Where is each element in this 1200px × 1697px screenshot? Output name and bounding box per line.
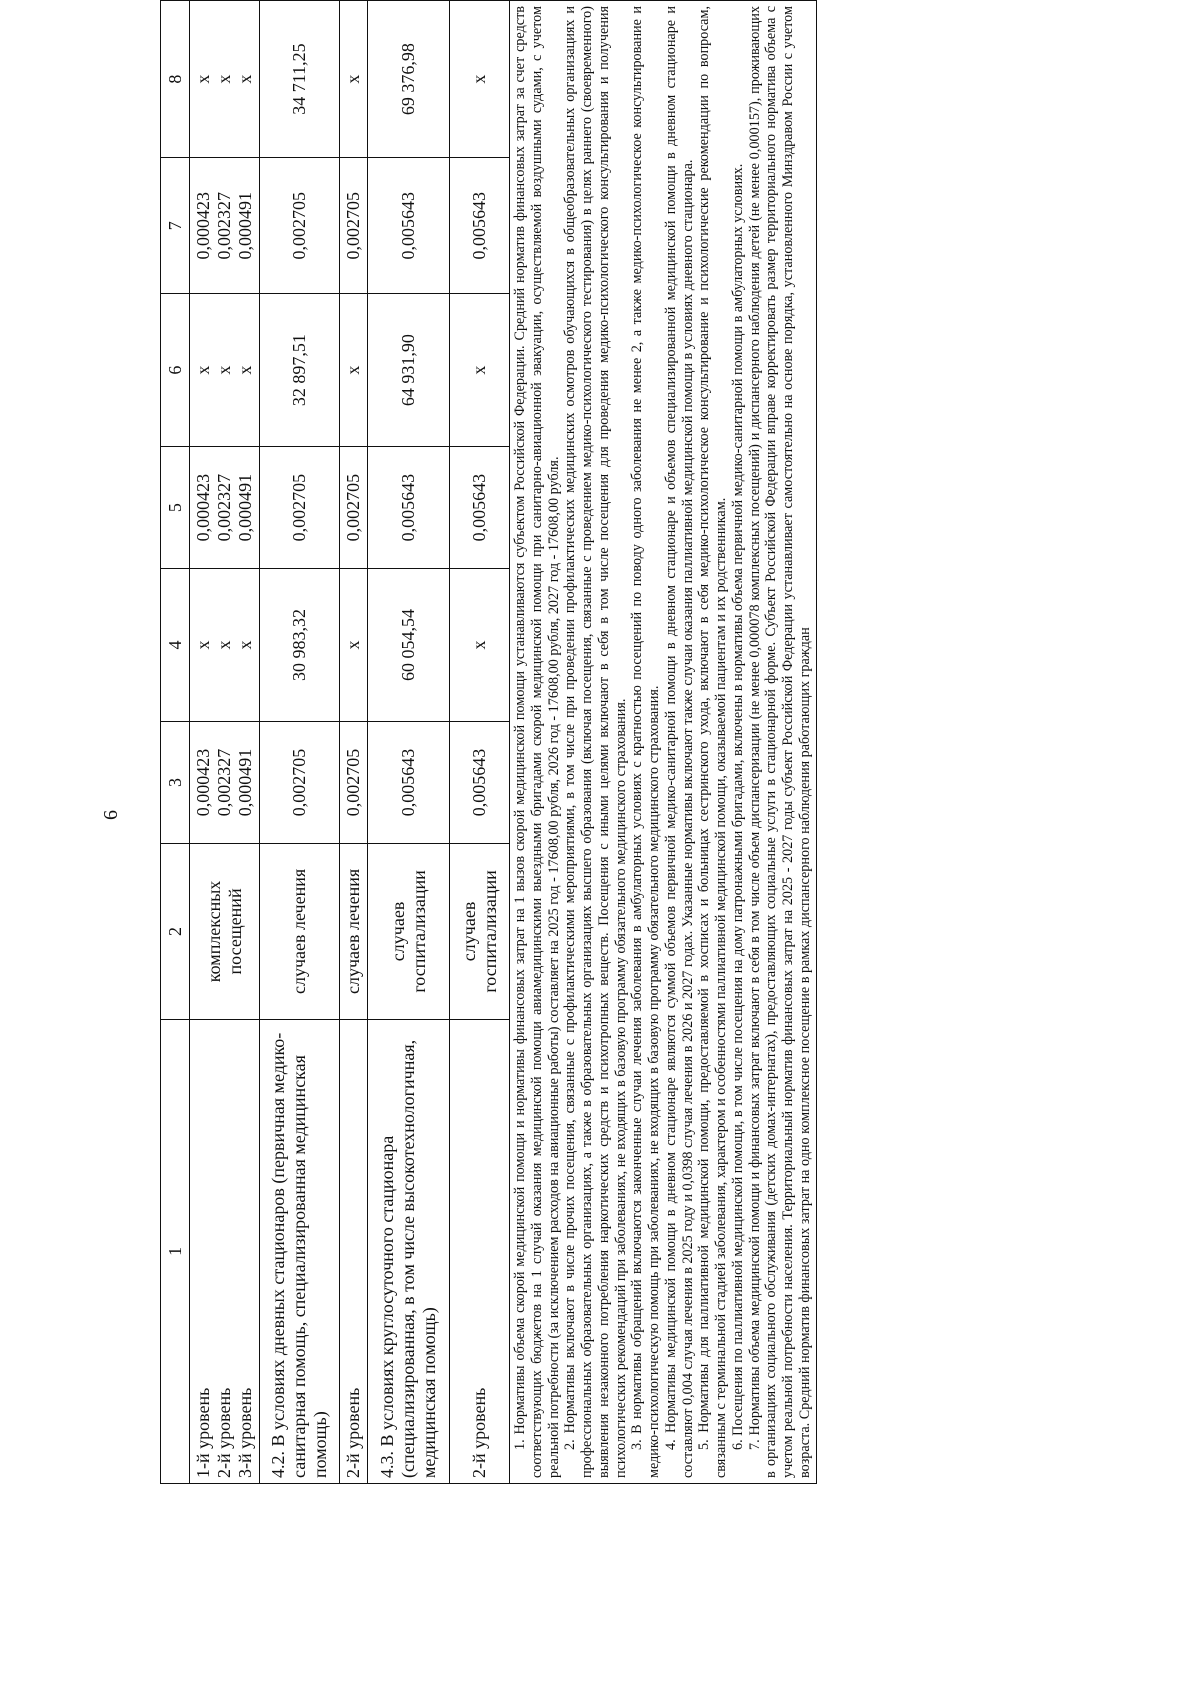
value-cell: 0,002705	[260, 158, 340, 294]
value-cell	[190, 294, 260, 446]
value-cell: 34 711,25	[260, 1, 340, 158]
table-row	[368, 1, 450, 1484]
value: 0,000491	[234, 473, 255, 542]
value: х	[234, 640, 255, 650]
value-cell: х	[340, 569, 368, 721]
value-cell: 0,005643	[368, 158, 450, 294]
value: х	[193, 640, 214, 650]
value: 0,002327	[214, 192, 235, 260]
value-cell: 0,005643	[450, 446, 510, 568]
value-cell: 0,002705	[340, 446, 368, 568]
row-label: 4.3. В условиях круглосуточного стационара (специализированная, в том числе высокотехнологичная, медицинская помощь)	[368, 1019, 450, 1483]
value-cell: 0,005643	[450, 158, 510, 294]
value: 0,002327	[214, 473, 235, 542]
value-cell: 0,002705	[340, 721, 368, 843]
note-paragraph: 7. Нормативы объема медицинской помощи и финансовых затрат включают в себя в том числе объем диспансеризации (не менее 0,000078 комплексных посещений) и диспансерного наблюдения детей (не менее 0,000157), проживающих в организациях социального обслуживания (детских домах-интернатах), предоставляющих социальные услуги в стационарной форме. Субъект Российской Федерации вправе корректировать размер территориального норматива объема с учетом реальной потребности населения. Территориальный норматив финансовых затрат на 2025 - 2027 годы субъект Российской Федерации устанавливает самостоятельно на основе порядка, установленного Минздравом России с учетом возраста. Средний норматив финансовых затрат на одно комплексное посещение в рамках диспансерного наблюдения работающих граждан	[746, 6, 813, 1478]
value-cell: 0,002705	[260, 721, 340, 843]
value-cell	[190, 446, 260, 568]
header-cell: 8	[161, 1, 190, 158]
note-paragraph: 6. Посещения по паллиативной медицинской помощи, в том числе посещения на дому патронажными бригадами, включены в нормативы объема первичной медико-санитарной помощи в амбулаторных условиях.	[729, 163, 746, 1450]
norms-table	[160, 0, 510, 1484]
value-cell: 0,005643	[368, 721, 450, 843]
value: 0,000423	[193, 473, 214, 542]
value-cell: 64 931,90	[368, 294, 450, 446]
value-cell: х	[340, 1, 368, 158]
table-row	[450, 1, 510, 1484]
table-notes	[510, 0, 817, 1484]
header-cell: 6	[161, 294, 190, 446]
rotated-page-content	[160, 0, 1180, 1484]
row-label	[190, 1019, 260, 1483]
value-cell: х	[450, 569, 510, 721]
unit-cell: случаев госпитализации	[450, 844, 510, 1020]
value-cell	[190, 569, 260, 721]
value: х	[234, 74, 255, 84]
note-paragraph: 3. В нормативы обращений включаются законченные случаи лечения заболевания в амбулаторных условиях с кратностью посещений по поводу одного заболевания не менее 2, а также медико-психологическое консультирование и медико-психологическую помощь при заболеваниях, не входящих в базовую программу обязательного медицинского страхования.	[629, 6, 662, 1478]
header-cell: 2	[161, 844, 190, 1020]
level-label: 1-й уровень	[193, 1387, 214, 1478]
header-cell: 7	[161, 158, 190, 294]
value-cell: 30 983,32	[260, 569, 340, 721]
value-cell: 69 376,98	[368, 1, 450, 158]
value-cell: х	[340, 294, 368, 446]
value: х	[214, 365, 235, 375]
value: х	[193, 74, 214, 84]
row-label: 2-й уровень	[450, 1019, 510, 1483]
value: 0,000423	[193, 192, 214, 260]
header-cell: 4	[161, 569, 190, 721]
value-cell: 0,005643	[368, 446, 450, 568]
header-cell: 5	[161, 446, 190, 568]
value-cell: 60 054,54	[368, 569, 450, 721]
value-cell: 0,002705	[260, 446, 340, 568]
note-paragraph: 1. Нормативы объема скорой медицинской помощи и нормативы финансовых затрат на 1 вызов скорой медицинской помощи устанавливаются субъектом Российской Федерации. Средний норматив финансовых затрат за счет средств соответствующих бюджетов на 1 случай оказания медицинской помощи авиамедицинскими выездными бригадами скорой медицинской помощи при санитарно-авиационной эвакуации, осуществляемой воздушными судами, с учетом реальной потребности (за исключением расходов на авиационные работы) составляет на 2025 год - 17608,00 рубля, 2026 год - 17608,00 рубля, 2027 год - 17608,00 рубля.	[512, 6, 562, 1478]
row-label: 4.2. В условиях дневных стационаров (первичная медико-санитарная помощь, специализированная медицинская помощь)	[260, 1019, 340, 1483]
value: х	[214, 640, 235, 650]
header-cell: 1	[161, 1019, 190, 1483]
level-label: 2-й уровень	[214, 1387, 235, 1478]
value-cell	[190, 1, 260, 158]
value-cell: 32 897,51	[260, 294, 340, 446]
row-label: 2-й уровень	[340, 1019, 368, 1483]
unit-cell: случаев лечения	[260, 844, 340, 1020]
value-cell: 0,005643	[450, 721, 510, 843]
unit-cell: комплексных посещений	[190, 844, 260, 1020]
value: х	[193, 365, 214, 375]
table-row	[190, 1, 260, 1484]
page-number: 6	[100, 810, 122, 820]
value: 0,000491	[234, 748, 255, 817]
note-paragraph: 4. Нормативы медицинской помощи в дневном стационаре являются суммой объемов первичной медико-санитарной помощи в дневном стационаре и объемов специализированной медицинской помощи в дневном стационаре и составляют 0,004 случая лечения в 2025 году и 0,0398 случая лечения в 2026 и 2027 годах. Указанные нормативы включают также случаи оказания паллиативной медицинской помощи в условиях дневного стационара.	[662, 6, 696, 1478]
note-paragraph: 2. Нормативы включают в числе прочих посещения, связанные с профилактическими мероприятиями, в том числе при проведении профилактических медицинских осмотров обучающихся в общеобразовательных организациях и профессиональных образовательных организациях, а также в образовательных организациях высшего образования (включая посещения, связанные с проведением медико-психологического тестирования) в целях раннего (своевременного) выявления незаконного потребления наркотических средств и психотропных веществ. Посещения с иными целями включают в себя в том числе посещения для проведения медико-психологического консультирования и получения психологических рекомендаций при заболеваниях, не входящих в базовую программу обязательного медицинского страхования.	[562, 6, 629, 1478]
value-cell: 0,002705	[340, 158, 368, 294]
value-cell: х	[450, 1, 510, 158]
level-label: 3-й уровень	[234, 1387, 255, 1478]
value: 0,000423	[193, 748, 214, 817]
unit-cell: случаев госпитализации	[368, 844, 450, 1020]
value-cell: х	[450, 294, 510, 446]
value: 0,000491	[234, 192, 255, 260]
value-cell	[190, 158, 260, 294]
value: х	[214, 74, 235, 84]
table-row	[260, 1, 340, 1484]
value-cell	[190, 721, 260, 843]
header-row	[161, 1, 190, 1484]
unit-cell: случаев лечения	[340, 844, 368, 1020]
table-row	[340, 1, 368, 1484]
value: 0,002327	[214, 748, 235, 817]
note-paragraph: 5. Нормативы для паллиативной медицинской помощи, предоставляемой в хосписах и больницах сестринского ухода, включают в себя медико-психологическое консультирование и психологические рекомендации по вопросам, связанным с терминальной стадией заболевания, характером и особенностями паллиативной медицинской помощи, оказываемой пациентам и их родственникам.	[696, 6, 729, 1478]
header-cell: 3	[161, 721, 190, 843]
value: х	[234, 365, 255, 375]
